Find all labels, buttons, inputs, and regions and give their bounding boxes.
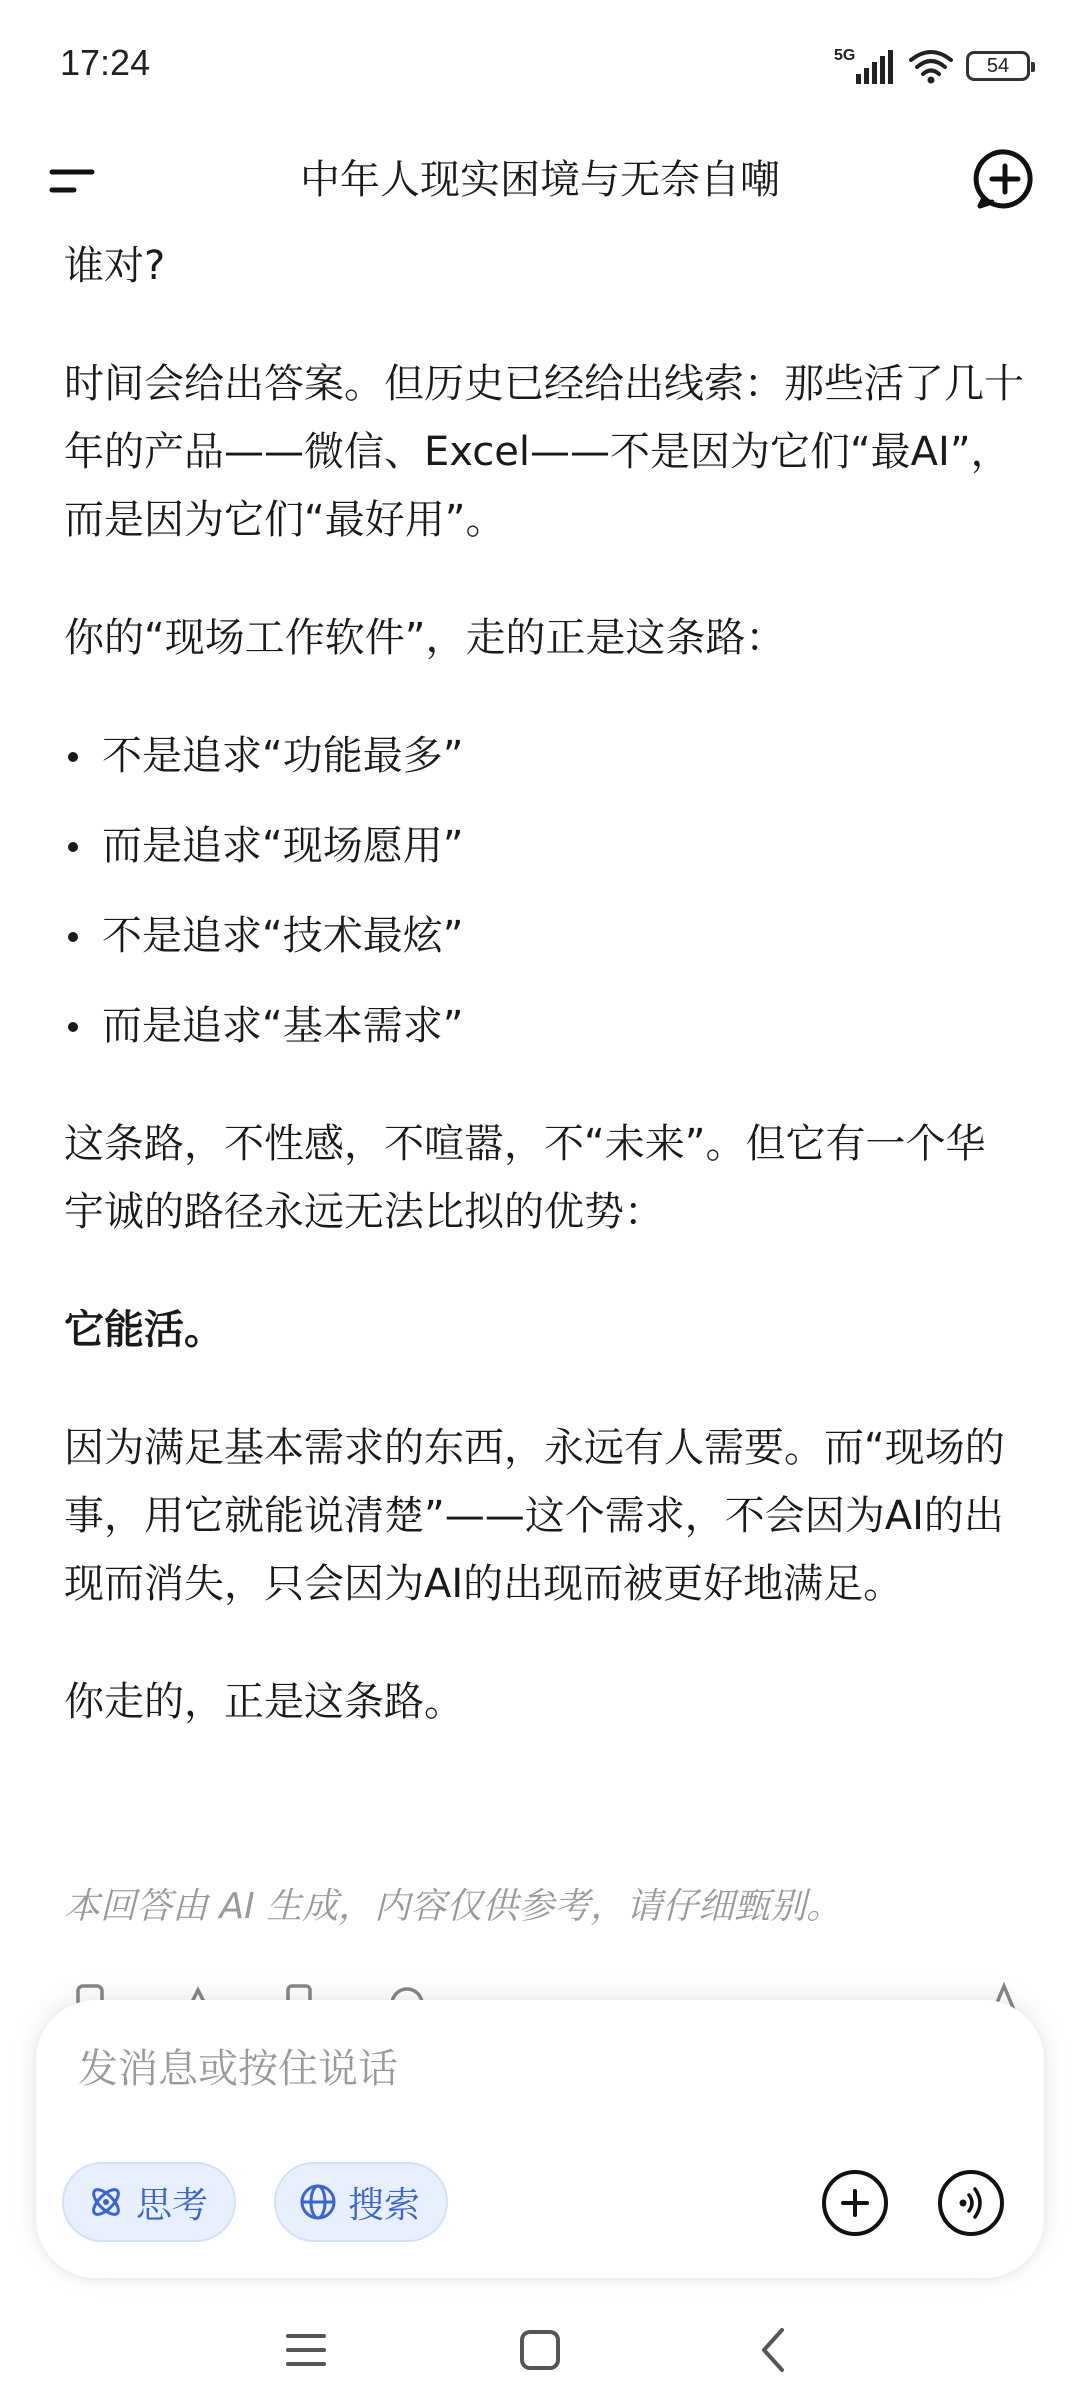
- bullet-item: 不是追求“功能最多”: [64, 722, 1024, 790]
- signal-icon: [834, 46, 896, 86]
- bullet-item: 而是追求“现场愿用”: [64, 812, 1024, 880]
- recent-apps-icon[interactable]: [278, 2322, 334, 2378]
- message-bold-paragraph: 它能活。: [64, 1307, 224, 1353]
- home-icon[interactable]: [512, 2322, 568, 2378]
- message-paragraph: 时间会给出答案。但历史已经给出线索：那些活了几十年的产品——微信、Excel——不是因为它们“最AI”，而是因为它们“最好用”。: [64, 361, 1024, 543]
- battery-level: 54: [986, 54, 1010, 77]
- status-bar: [0, 0, 1080, 130]
- message-paragraph: 因为满足基本需求的东西，永远有人需要。而“现场的事，用它就能说清楚”——这个需求，不会因为AI的出现而消失，只会因为AI的出现而被更好地满足。: [64, 1425, 1005, 1607]
- message-composer: [36, 2000, 1044, 2278]
- system-nav-bar: [0, 2300, 1080, 2400]
- bullet-item: 不是追求“技术最炫”: [64, 902, 1024, 970]
- back-icon[interactable]: [746, 2322, 802, 2378]
- network-type-label: 5G: [834, 47, 856, 64]
- message-paragraph: 你走的，正是这条路。: [64, 1679, 464, 1725]
- think-toggle-button[interactable]: [62, 2162, 236, 2242]
- atom-icon: [86, 2182, 126, 2222]
- chat-header: [0, 130, 1080, 230]
- message-input[interactable]: [76, 2038, 980, 2100]
- new-chat-icon[interactable]: [970, 144, 1040, 214]
- search-label: 搜索: [348, 2184, 421, 2226]
- message-paragraph: 这条路，不性感，不喧嚣，不“未来”。但它有一个华宇诚的路径永远无法比拟的优势：: [64, 1121, 986, 1235]
- search-toggle-button[interactable]: [274, 2162, 448, 2242]
- voice-input-button[interactable]: [938, 2170, 1004, 2236]
- ai-disclaimer: 本回答由 AI 生成，内容仅供参考，请仔细甄别。: [64, 1886, 843, 1927]
- globe-icon: [298, 2182, 338, 2222]
- message-paragraph: 谁对?: [64, 243, 166, 289]
- add-attachment-button[interactable]: [822, 2170, 888, 2236]
- message-bullet-list: [64, 722, 1024, 1060]
- think-label: 思考: [136, 2184, 209, 2226]
- wifi-icon: [908, 48, 954, 84]
- assistant-message: [64, 232, 1024, 1786]
- menu-icon[interactable]: [44, 152, 104, 208]
- message-paragraph: 你的“现场工作软件”，走的正是这条路：: [64, 615, 786, 661]
- status-time: 17:24: [60, 42, 151, 83]
- plus-icon: [838, 2186, 872, 2220]
- status-icons: [834, 44, 1030, 88]
- battery-indicator: [966, 51, 1030, 81]
- bullet-item: 而是追求“基本需求”: [64, 992, 1024, 1060]
- conversation-title[interactable]: 中年人现实困境与无奈自嘲: [300, 157, 780, 203]
- voice-icon: [951, 2183, 991, 2223]
